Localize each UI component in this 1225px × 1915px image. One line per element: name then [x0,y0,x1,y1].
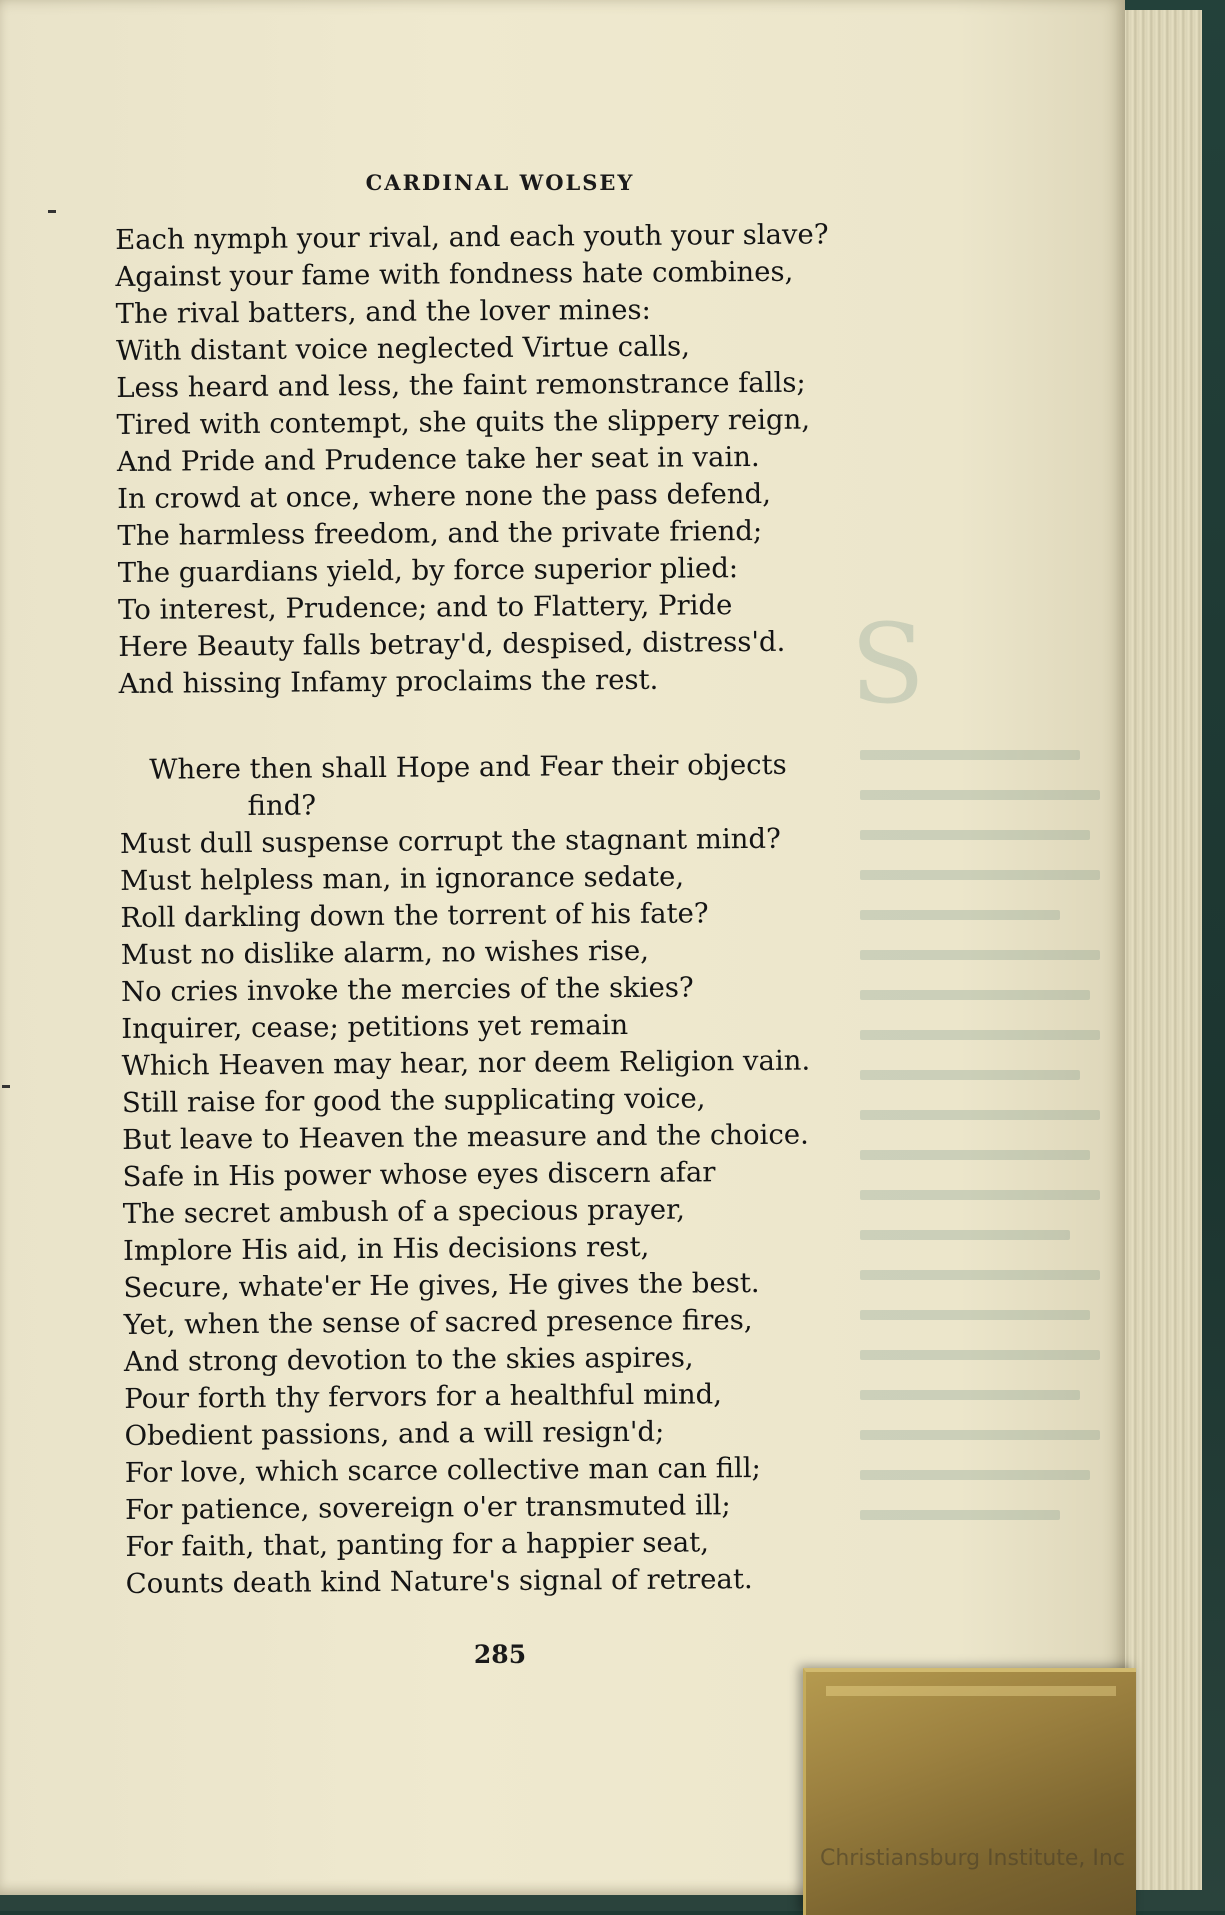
verse-line: Inquirer, cease; petitions yet remain [121,1008,629,1045]
verse-line: To interest, Prudence; and to Flattery, Pride [117,589,733,626]
show-through-text: S [840,560,1110,1660]
verse-line: Safe in His power whose eyes discern afar [122,1156,716,1193]
verse-line: For love, which scarce collective man can fill; [124,1451,761,1489]
verse-line: Tired with contempt, she quits the slippery reign, [116,403,811,441]
verse-line: Each nymph your rival, and each youth your slave? [115,218,829,256]
brass-bookend [803,1668,1136,1915]
verse-line: Counts death kind Nature's signal of retreat. [125,1563,753,1600]
verse-line: No cries invoke the mercies of the skies? [120,971,694,1008]
verse-line: Pour forth thy fervors for a healthful mind, [124,1378,723,1415]
verse-line: Implore His aid, in His decisions rest, [122,1230,650,1267]
verse-line: The harmless freedom, and the private friend; [117,514,763,552]
poem [115,215,1006,1603]
verse-line: And hissing Infamy proclaims the rest. [118,663,659,700]
verse-line: And Pride and Prudence take her seat in vain. [116,440,760,478]
verse-line: Yet, when the sense of sacred presence fires, [123,1304,753,1341]
verse-line: Roll darkling down the torrent of his fate? [120,897,709,934]
verse-line: For faith, that, panting for a happier seat, [125,1526,710,1563]
verse-line: Must no dislike alarm, no wishes rise, [120,934,650,971]
verse-line: For patience, sovereign o'er transmuted ill; [124,1489,731,1526]
verse-line: Obedient passions, and a will resign'd; [124,1415,665,1452]
verse-line: Must dull suspense corrupt the stagnant mind? [119,822,781,860]
running-head: CARDINAL WOLSEY [365,170,635,195]
verse-line: In crowd at once, where none the pass defend, [117,477,772,515]
verse-line: The guardians yield, by force superior plied: [117,552,739,589]
verse-line: Against your fame with fondness hate combines, [115,255,794,293]
verse-line: Secure, whate'er He gives, He gives the best. [123,1266,760,1304]
verse-line: Less heard and less, the faint remonstrance falls; [116,366,806,404]
verse-line: Still raise for good the supplicating voice, [121,1082,706,1119]
stanza-1 [115,215,999,703]
verse-line: Where then shall Hope and Fear their objects [149,748,787,786]
edge-mark [48,210,56,213]
page-number: 285 [473,1640,527,1669]
verse-line: With distant voice neglected Virtue calls, [115,330,691,367]
verse-line: Which Heaven may hear, nor deem Religion vain. [121,1044,811,1082]
verse-line-turnover: find? [247,789,317,822]
verse-line: But leave to Heaven the measure and the choice. [122,1118,809,1156]
verse-line: The secret ambush of a specious prayer, [122,1193,686,1230]
verse-line: The rival batters, and the lover mines: [115,293,651,330]
verse-line: And strong devotion to the skies aspires, [123,1341,694,1378]
edge-mark [2,1085,10,1088]
verse-line: Must helpless man, in ignorance sedate, [120,860,685,897]
stanza-2 [119,745,1006,1603]
watermark: Christiansburg Institute, Inc [820,1846,1125,1871]
verse-line: Here Beauty falls betray'd, despised, distress'd. [118,625,786,663]
